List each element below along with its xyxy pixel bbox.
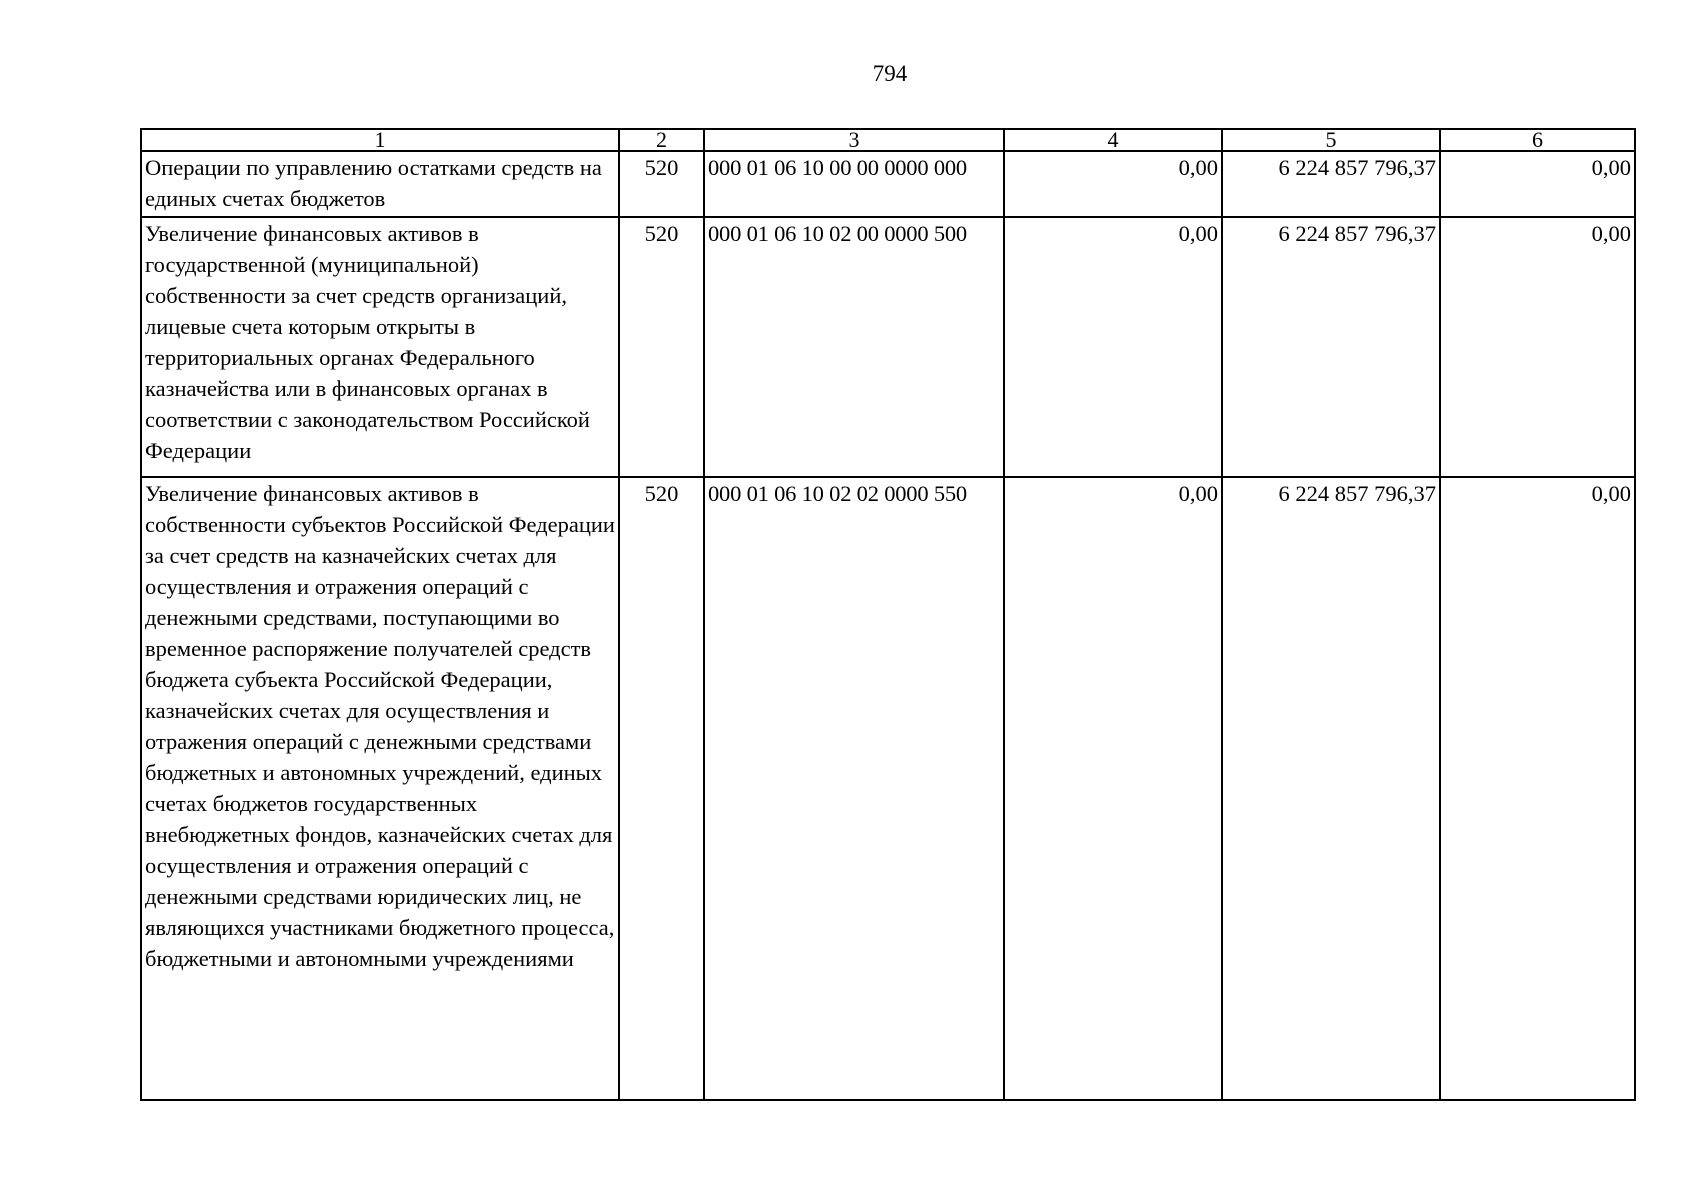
column-header-1: 1 xyxy=(141,129,619,151)
column-header-2: 2 xyxy=(619,129,704,151)
budget-table xyxy=(140,128,1636,1101)
table-row xyxy=(141,151,1635,217)
column-header-4: 4 xyxy=(1004,129,1222,151)
row-col5-value: 6 224 857 796,37 xyxy=(1222,477,1440,1100)
row-name: Увеличение финансовых активов в государственной (муниципальной) собственности за счет средств организаций, лицевые счета которым открыты в территориальных органах Федерального казначейства или в финансовых органах в соответствии с законодательством Российской Федерации xyxy=(141,217,619,477)
row-line-code: 520 xyxy=(619,217,704,477)
column-header-6: 6 xyxy=(1440,129,1635,151)
table-row xyxy=(141,477,1635,1100)
table-row xyxy=(141,217,1635,477)
row-name: Операции по управлению остатками средств на единых счетах бюджетов xyxy=(141,151,619,217)
row-line-code: 520 xyxy=(619,477,704,1100)
row-col6-value: 0,00 xyxy=(1440,151,1635,217)
row-col5-value: 6 224 857 796,37 xyxy=(1222,151,1440,217)
row-line-code: 520 xyxy=(619,151,704,217)
row-col4-value: 0,00 xyxy=(1004,151,1222,217)
column-number-row xyxy=(141,129,1635,151)
row-classification-code: 000 01 06 10 02 00 0000 500 xyxy=(704,217,1004,477)
row-classification-code: 000 01 06 10 00 00 0000 000 xyxy=(704,151,1004,217)
column-header-3: 3 xyxy=(704,129,1004,151)
row-name: Увеличение финансовых активов в собственности субъектов Российской Федерации за счет средств на казначейских счетах для осуществления и отражения операций с денежными средствами, поступающими во временное распоряжение получателей средств бюджета субъекта Российской Федерации, казначейских счетах для осуществления и отражения операций с денежными средствами бюджетных и автономных учреждений, единых счетах бюджетов государственных внебюджетных фондов, казначейских счетах для осуществления и отражения операций с денежными средствами юридических лиц, не являющихся участниками бюджетного процесса, бюджетными и автономными учреждениями xyxy=(141,477,619,1100)
row-col6-value: 0,00 xyxy=(1440,477,1635,1100)
row-col5-value: 6 224 857 796,37 xyxy=(1222,217,1440,477)
column-header-5: 5 xyxy=(1222,129,1440,151)
row-col4-value: 0,00 xyxy=(1004,477,1222,1100)
row-classification-code: 000 01 06 10 02 02 0000 550 xyxy=(704,477,1004,1100)
row-col4-value: 0,00 xyxy=(1004,217,1222,477)
page-number: 794 xyxy=(872,61,908,86)
row-col6-value: 0,00 xyxy=(1440,217,1635,477)
